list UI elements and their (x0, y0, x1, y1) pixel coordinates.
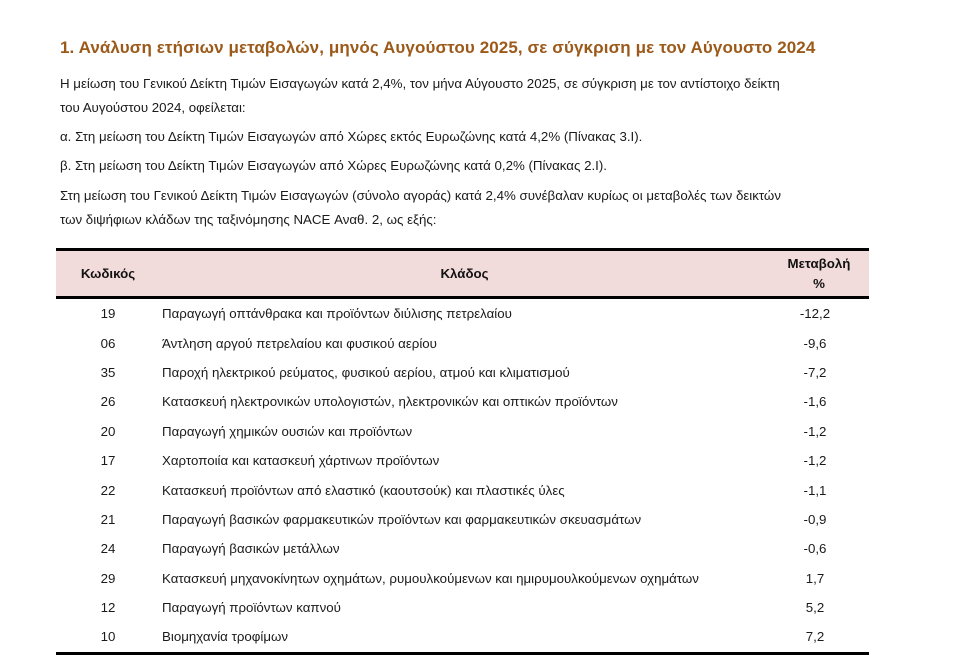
row-sector: Χαρτοποιία και κατασκευή χάρτινων προϊόντων (162, 453, 440, 469)
row-sector: Παραγωγή χημικών ουσιών και προϊόντων (162, 423, 413, 439)
table-row (56, 534, 869, 563)
section-heading: 1. Ανάλυση ετήσιων μεταβολών, μηνός Αυγούστου 2025, σε σύγκριση με τον Αύγουστο 2024 (60, 38, 816, 57)
sector-change-table (56, 248, 869, 655)
paragraph-intro-line2: του Αυγούστου 2024, οφείλεται: (60, 100, 246, 115)
row-sector: Κατασκευή προϊόντων από ελαστικό (καουτσούκ) και πλαστικές ύλες (162, 482, 565, 498)
paragraph-item-alpha: α. Στη μείωση του Δείκτη Τιμών Εισαγωγών από Χώρες εκτός Ευρωζώνης κατά 4,2% (Πίνακας 3.Ι). (60, 129, 643, 144)
row-code: 29 (100, 570, 116, 586)
table-row (56, 446, 869, 475)
paragraph-contribution-line2: των διψήφιων κλάδων της ταξινόμησης NACE Αναθ. 2, ως εξής: (60, 212, 437, 227)
row-sector: Παραγωγή βασικών φαρμακευτικών προϊόντων και φαρμακευτικών σκευασμάτων (162, 511, 642, 527)
row-sector: Άντληση αργού πετρελαίου και φυσικού αερίου (162, 335, 437, 351)
row-change: -12,2 (799, 306, 831, 322)
row-change: -1,6 (803, 394, 827, 410)
paragraph-intro-line1: Η μείωση του Γενικού Δείκτη Τιμών Εισαγωγών κατά 2,4%, τον μήνα Αύγουστο 2025, σε σύγκριση με τον αντίστοιχο δείκτη (60, 76, 780, 91)
row-change: -7,2 (803, 364, 827, 380)
header-sector: Κλάδος (160, 250, 769, 298)
row-change: 5,2 (805, 600, 825, 616)
row-sector: Βιομηχανία τροφίμων (160, 622, 769, 653)
row-code: 10 (56, 622, 160, 653)
table-body (56, 298, 869, 654)
table-row (56, 593, 869, 622)
row-sector: Παροχή ηλεκτρικού ρεύματος, φυσικού αερίου, ατμού και κλιματισμού (162, 364, 570, 380)
row-code: 20 (100, 423, 116, 439)
row-code: 12 (100, 600, 116, 616)
header-change-unit: % (813, 275, 825, 291)
row-code: 26 (100, 394, 116, 410)
row-sector: Παραγωγή βασικών μετάλλων (162, 541, 340, 557)
table-row (56, 505, 869, 534)
table-row (56, 298, 869, 329)
row-change: -0,6 (803, 541, 827, 557)
row-change: 7,2 (769, 622, 869, 653)
row-change: -0,9 (803, 511, 827, 527)
row-sector: Κατασκευή μηχανοκίνητων οχημάτων, ρυμουλκούμενων και ημιρυμουλκούμενων οχημάτων (162, 570, 699, 586)
row-change: -9,6 (803, 335, 827, 351)
table-row (56, 417, 869, 446)
paragraph-contribution-line1: Στη μείωση του Γενικού Δείκτη Τιμών Εισαγωγών (σύνολο αγοράς) κατά 2,4% συνέβαλαν κυρίως οι μεταβολές των δεικτών (60, 188, 781, 203)
row-code: 17 (100, 453, 116, 469)
row-change: 1,7 (805, 570, 825, 586)
header-change-label: Μεταβολή (787, 255, 851, 271)
table-row (56, 564, 869, 593)
row-change: -1,2 (803, 453, 827, 469)
row-sector: Κατασκευή ηλεκτρονικών υπολογιστών, ηλεκτρονικών και οπτικών προϊόντων (162, 394, 618, 410)
row-code: 35 (100, 364, 116, 380)
row-sector: Παραγωγή προϊόντων καπνού (162, 600, 341, 616)
table-row (56, 387, 869, 416)
row-sector: Παραγωγή οπτάνθρακα και προϊόντων διύλισης πετρελαίου (162, 306, 512, 322)
row-code: 21 (100, 511, 116, 527)
table-row (56, 358, 869, 387)
row-code: 22 (100, 482, 116, 498)
row-change: -1,1 (803, 482, 827, 498)
table-header-row (56, 250, 869, 298)
row-code: 24 (100, 541, 116, 557)
row-code: 19 (100, 306, 116, 322)
row-code: 06 (100, 335, 116, 351)
table-row (56, 475, 869, 504)
header-code: Κωδικός (56, 250, 160, 298)
header-change (769, 250, 869, 298)
table-row (56, 328, 869, 357)
row-change: -1,2 (803, 423, 827, 439)
table-row (56, 622, 869, 653)
paragraph-item-beta: β. Στη μείωση του Δείκτη Τιμών Εισαγωγών από Χώρες Ευρωζώνης κατά 0,2% (Πίνακας 2.Ι). (60, 158, 607, 173)
